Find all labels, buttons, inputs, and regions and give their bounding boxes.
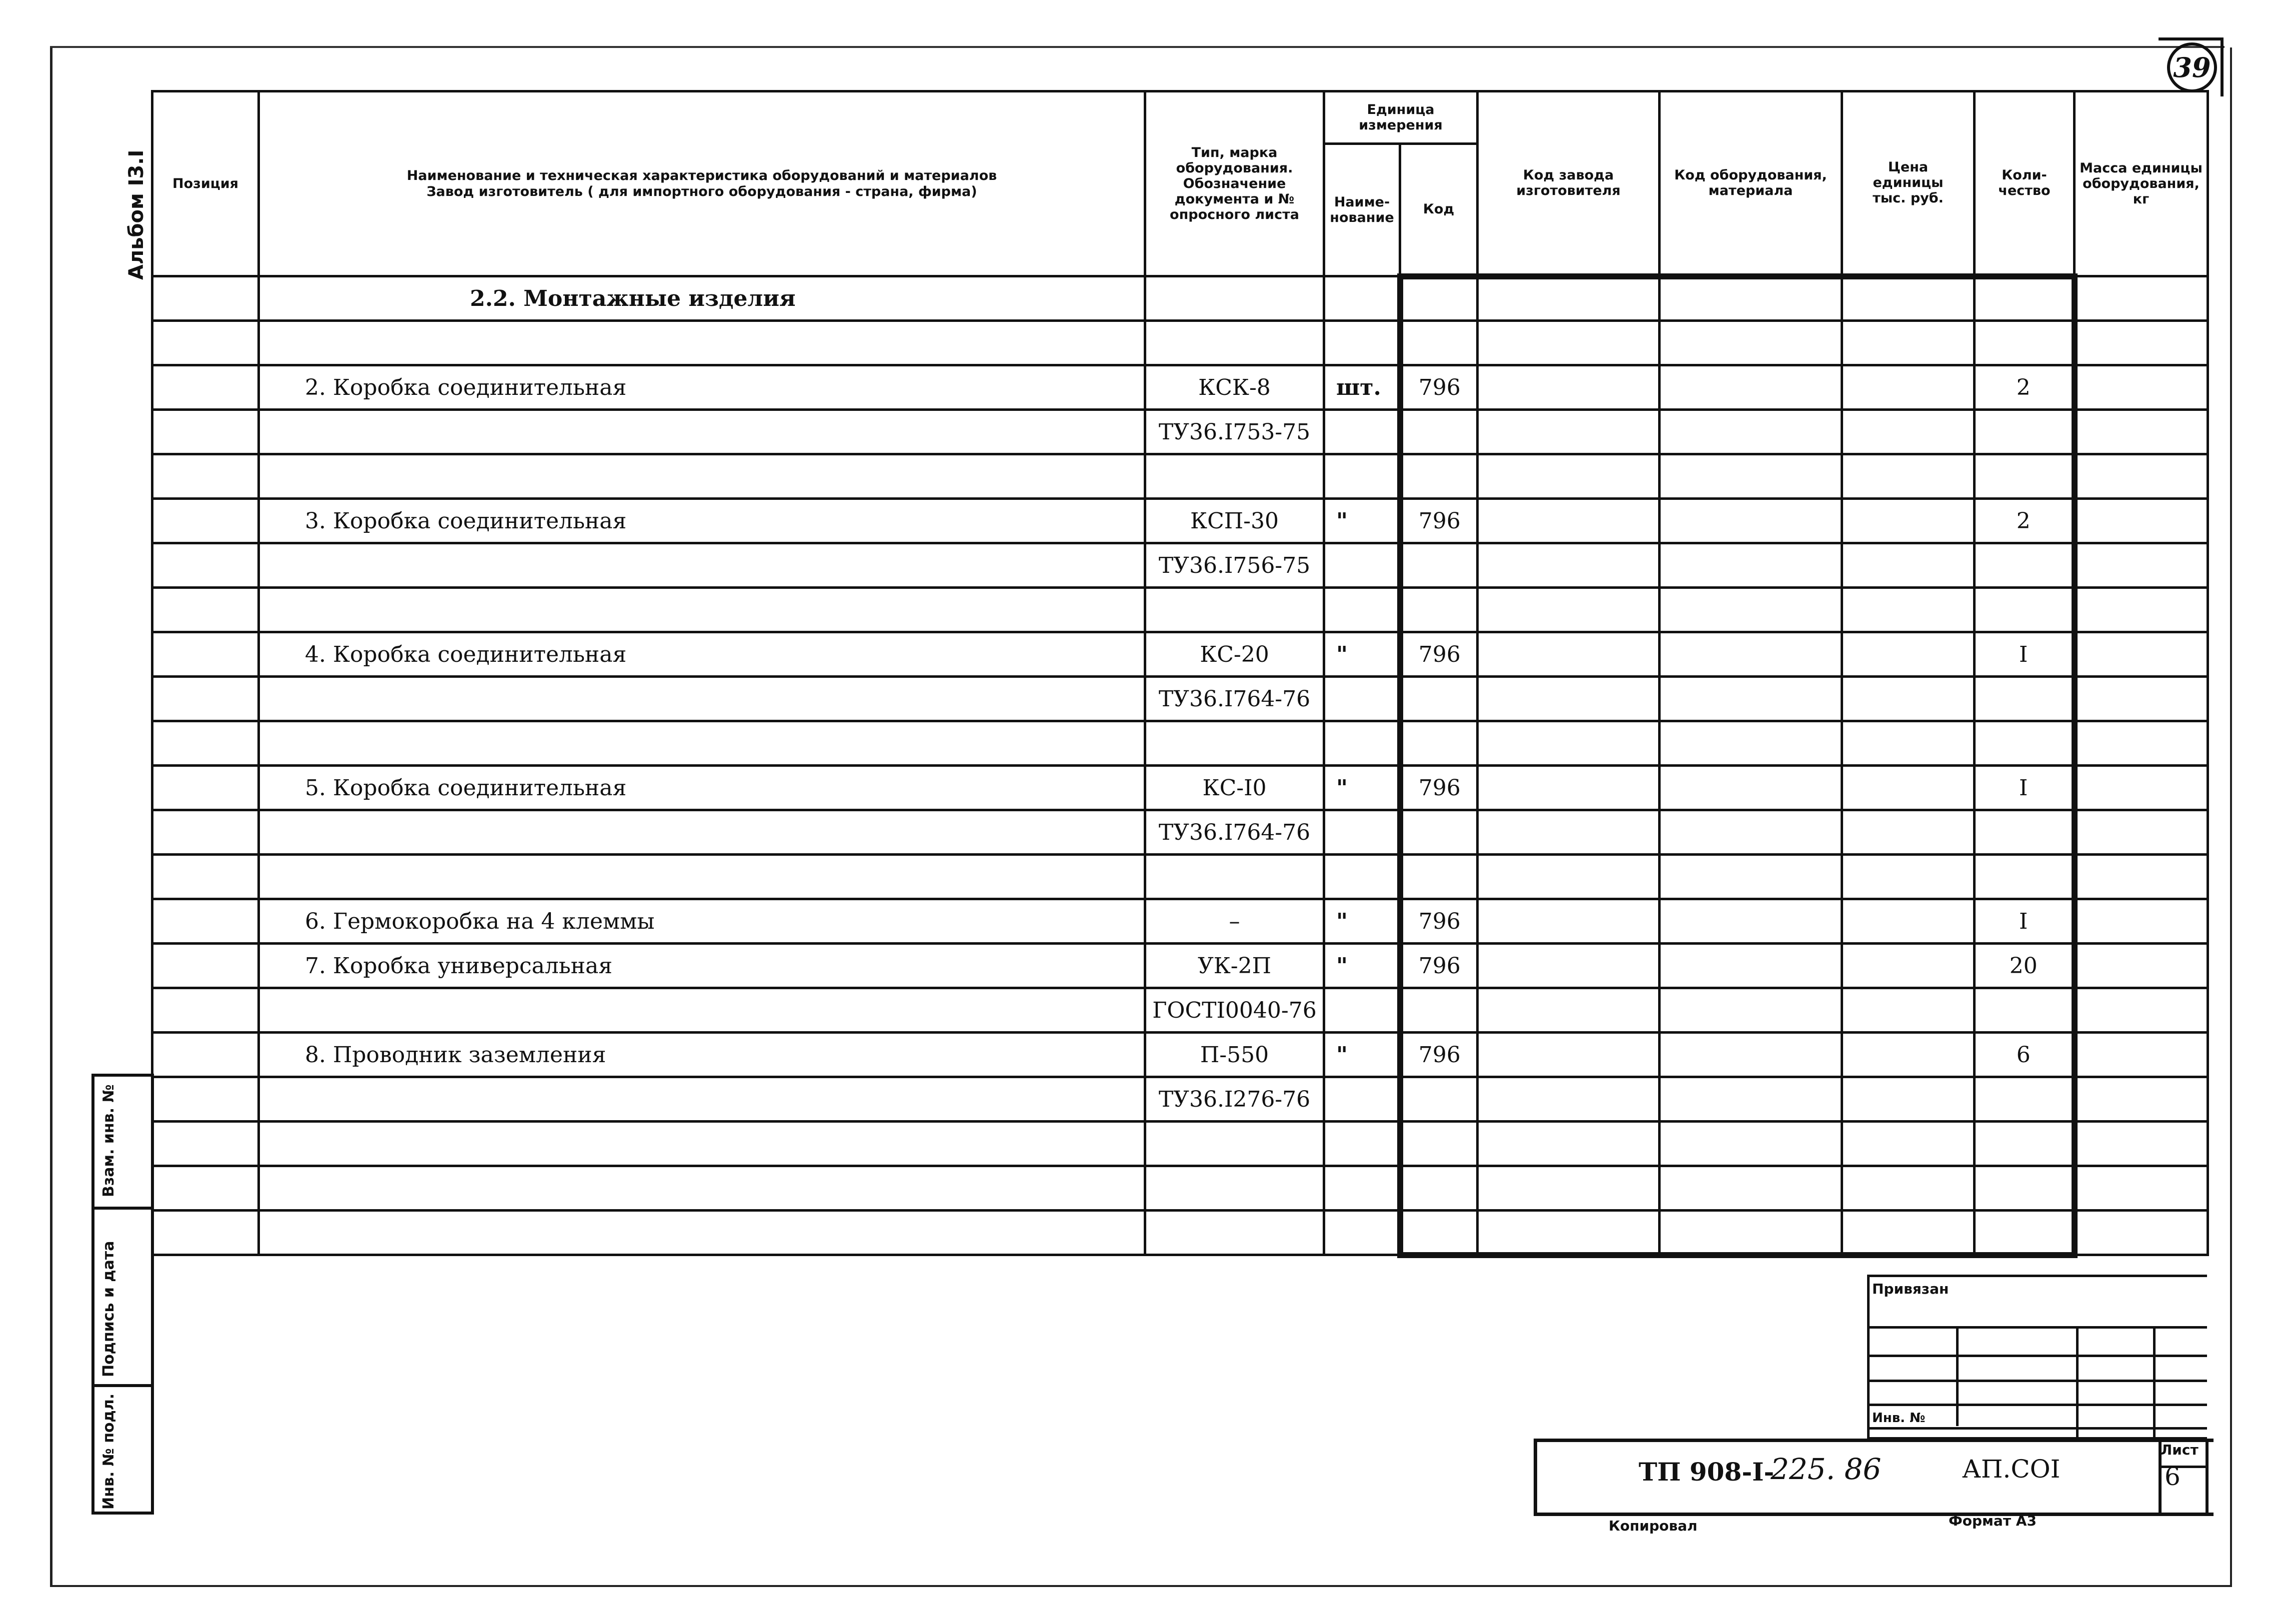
row-mass [2075, 1211, 2208, 1255]
row-price [1842, 365, 1975, 410]
row-unit-name [1324, 810, 1400, 855]
row-position [152, 899, 259, 944]
row-quantity [1975, 321, 2075, 365]
row-unit-name [1324, 543, 1400, 588]
row-mass [2075, 588, 2208, 632]
row-position [152, 410, 259, 454]
row-position [152, 677, 259, 721]
row-quantity: I [1975, 899, 2075, 944]
row-mass [2075, 632, 2208, 677]
row-position [152, 1211, 259, 1255]
row-unit-name [1324, 988, 1400, 1033]
row-name [259, 588, 1145, 632]
row-position [152, 766, 259, 810]
row-equipment-code [1660, 1166, 1842, 1211]
row-quantity: I [1975, 766, 2075, 810]
row-factory-code [1478, 499, 1660, 543]
row-price [1842, 499, 1975, 543]
row-name: 5. Коробка соединительная [259, 766, 1145, 810]
row-unit-name: " [1324, 944, 1400, 988]
row-mass [2075, 1122, 2208, 1166]
row-type: КС-I0 [1145, 766, 1324, 810]
table-row [152, 1077, 2208, 1122]
row-position [152, 944, 259, 988]
row-quantity [1975, 1211, 2075, 1255]
sheet-label: Лист [2161, 1442, 2199, 1458]
row-name: 2. Коробка соединительная [259, 365, 1145, 410]
table-row [152, 1211, 2208, 1255]
header-unit-name: Наиме-нование [1324, 144, 1400, 276]
row-equipment-code [1660, 1033, 1842, 1077]
row-unit-code: 796 [1400, 944, 1478, 988]
row-price [1842, 1033, 1975, 1077]
row-mass [2075, 855, 2208, 899]
table-row [152, 410, 2208, 454]
row-equipment-code [1660, 632, 1842, 677]
row-mass [2075, 677, 2208, 721]
row-name [259, 721, 1145, 766]
header-name: Наименование и техническая характеристика оборудований и материалов Завод изготовитель ( для импортного оборудования - страна, фирма) [259, 91, 1145, 276]
document-code: ТП 908-I- [1639, 1457, 1775, 1487]
row-name: 3. Коробка соединительная [259, 499, 1145, 543]
table-row [152, 1166, 2208, 1211]
row-unit-code [1400, 543, 1478, 588]
row-position [152, 454, 259, 499]
table-row [152, 1122, 2208, 1166]
row-unit-code: 796 [1400, 365, 1478, 410]
row-factory-code [1478, 454, 1660, 499]
row-type [1145, 855, 1324, 899]
row-type: КСК-8 [1145, 365, 1324, 410]
row-mass [2075, 1077, 2208, 1122]
privyazan-label: Привязан [1872, 1281, 1949, 1297]
row-unit-name [1324, 321, 1400, 365]
row-unit-code [1400, 321, 1478, 365]
side-stamp-podpis: Подпись и дата [100, 1241, 117, 1377]
row-position [152, 721, 259, 766]
row-quantity [1975, 721, 2075, 766]
row-unit-code [1400, 454, 1478, 499]
table-row [152, 944, 2208, 988]
row-price [1842, 855, 1975, 899]
row-factory-code [1478, 410, 1660, 454]
row-type: П-550 [1145, 1033, 1324, 1077]
row-unit-code: 796 [1400, 632, 1478, 677]
row-factory-code [1478, 810, 1660, 855]
row-name [259, 543, 1145, 588]
row-unit-code [1400, 1166, 1478, 1211]
sheet-mark: 39 [2167, 42, 2217, 92]
row-quantity [1975, 588, 2075, 632]
row-factory-code [1478, 543, 1660, 588]
header-position: Позиция [152, 91, 259, 276]
row-equipment-code [1660, 721, 1842, 766]
row-unit-code [1400, 1211, 1478, 1255]
row-equipment-code [1660, 365, 1842, 410]
row-mass [2075, 944, 2208, 988]
row-unit-name [1324, 1122, 1400, 1166]
album-label: Альбом I3.I [125, 149, 148, 280]
header-unit-code: Код [1400, 144, 1478, 276]
row-unit-name [1324, 1166, 1400, 1211]
table-row [152, 454, 2208, 499]
row-mass [2075, 321, 2208, 365]
header-price: Цена единицы тыс. руб. [1842, 91, 1975, 276]
row-position [152, 632, 259, 677]
row-unit-name: " [1324, 766, 1400, 810]
header-quantity: Коли-чество [1975, 91, 2075, 276]
row-equipment-code [1660, 677, 1842, 721]
row-equipment-code [1660, 899, 1842, 944]
row-unit-code: 796 [1400, 1033, 1478, 1077]
row-name [259, 321, 1145, 365]
row-factory-code [1478, 988, 1660, 1033]
side-stamp-inv-podl: Инв. № подл. [100, 1393, 117, 1510]
row-name: 7. Коробка универсальная [259, 944, 1145, 988]
row-mass [2075, 899, 2208, 944]
row-position [152, 321, 259, 365]
table-row [152, 766, 2208, 810]
row-mass [2075, 365, 2208, 410]
row-equipment-code [1660, 810, 1842, 855]
row-equipment-code [1660, 410, 1842, 454]
row-unit-code: 796 [1400, 766, 1478, 810]
row-factory-code [1478, 766, 1660, 810]
row-type: – [1145, 899, 1324, 944]
row-position [152, 1166, 259, 1211]
row-unit-name: шт. [1324, 365, 1400, 410]
row-quantity [1975, 1077, 2075, 1122]
row-type: ТУ36.I764-76 [1145, 810, 1324, 855]
row-quantity [1975, 677, 2075, 721]
header-type: Тип, марка оборудования. Обозначение документа и № опросного листа [1145, 91, 1324, 276]
row-type: КСП-30 [1145, 499, 1324, 543]
table-row [152, 543, 2208, 588]
row-price [1842, 1122, 1975, 1166]
row-name [259, 677, 1145, 721]
row-position [152, 988, 259, 1033]
row-equipment-code [1660, 766, 1842, 810]
table-row [152, 899, 2208, 944]
row-price [1842, 1077, 1975, 1122]
document-code-handwritten: 225. 86 [1771, 1452, 1882, 1486]
row-equipment-code [1660, 588, 1842, 632]
row-price [1842, 1211, 1975, 1255]
row-quantity [1975, 454, 2075, 499]
row-unit-name: " [1324, 499, 1400, 543]
sheet-number: 6 [2165, 1462, 2181, 1491]
row-type: КС-20 [1145, 632, 1324, 677]
table-row [152, 632, 2208, 677]
row-unit-name [1324, 721, 1400, 766]
row-position [152, 1122, 259, 1166]
row-type [1145, 321, 1324, 365]
row-unit-code [1400, 721, 1478, 766]
row-factory-code [1478, 721, 1660, 766]
row-unit-name [1324, 1211, 1400, 1255]
row-position [152, 1033, 259, 1077]
row-unit-code [1400, 677, 1478, 721]
table-row [152, 321, 2208, 365]
row-unit-name: " [1324, 632, 1400, 677]
row-position [152, 365, 259, 410]
header-mass: Масса единицы оборудования, кг [2075, 91, 2208, 276]
row-type [1145, 1122, 1324, 1166]
row-unit-name [1324, 677, 1400, 721]
header-equipment-code: Код оборудования, материала [1660, 91, 1842, 276]
row-name [259, 1077, 1145, 1122]
row-factory-code [1478, 1122, 1660, 1166]
table-row [152, 810, 2208, 855]
row-price [1842, 766, 1975, 810]
table-row [152, 855, 2208, 899]
row-price [1842, 988, 1975, 1033]
row-position [152, 499, 259, 543]
row-unit-code [1400, 810, 1478, 855]
row-unit-name [1324, 855, 1400, 899]
row-price [1842, 677, 1975, 721]
row-name: 8. Проводник заземления [259, 1033, 1145, 1077]
row-mass [2075, 454, 2208, 499]
row-mass [2075, 499, 2208, 543]
row-quantity: 2 [1975, 365, 2075, 410]
row-name: 4. Коробка соединительная [259, 632, 1145, 677]
row-price [1842, 321, 1975, 365]
row-unit-code [1400, 410, 1478, 454]
row-position [152, 855, 259, 899]
row-mass [2075, 1033, 2208, 1077]
row-type: ТУ36.I764-76 [1145, 677, 1324, 721]
row-name [259, 410, 1145, 454]
row-factory-code [1478, 899, 1660, 944]
row-position [152, 810, 259, 855]
row-quantity [1975, 410, 2075, 454]
row-unit-name [1324, 454, 1400, 499]
row-name [259, 454, 1145, 499]
copied-label: Копировал [1609, 1518, 1698, 1534]
row-type: ТУ36.I276-76 [1145, 1077, 1324, 1122]
row-type [1145, 1166, 1324, 1211]
row-factory-code [1478, 1033, 1660, 1077]
row-price [1842, 543, 1975, 588]
row-mass [2075, 543, 2208, 588]
row-type: ТУ36.I756-75 [1145, 543, 1324, 588]
row-name [259, 1122, 1145, 1166]
row-equipment-code [1660, 1211, 1842, 1255]
row-quantity [1975, 1122, 2075, 1166]
row-unit-code [1400, 1077, 1478, 1122]
row-name [259, 1166, 1145, 1211]
row-factory-code [1478, 632, 1660, 677]
row-price [1842, 810, 1975, 855]
row-factory-code [1478, 321, 1660, 365]
table-row [152, 988, 2208, 1033]
side-stamp-vzam: Взам. инв. № [100, 1084, 117, 1197]
table-row [152, 365, 2208, 410]
row-type: ГОСТI0040-76 [1145, 988, 1324, 1033]
row-equipment-code [1660, 988, 1842, 1033]
row-unit-code: 796 [1400, 499, 1478, 543]
row-unit-code [1400, 988, 1478, 1033]
row-unit-code [1400, 855, 1478, 899]
row-name [259, 988, 1145, 1033]
row-factory-code [1478, 1211, 1660, 1255]
row-quantity: 6 [1975, 1033, 2075, 1077]
table-row [152, 1033, 2208, 1077]
row-unit-code [1400, 588, 1478, 632]
row-mass [2075, 410, 2208, 454]
row-quantity [1975, 810, 2075, 855]
row-unit-name: " [1324, 1033, 1400, 1077]
header-factory-code: Код завода изготовителя [1478, 91, 1660, 276]
row-mass [2075, 988, 2208, 1033]
document-part: АП.COI [1962, 1455, 2061, 1484]
row-factory-code [1478, 677, 1660, 721]
specification-table [151, 90, 2209, 1258]
row-quantity: 20 [1975, 944, 2075, 988]
table-row [152, 677, 2208, 721]
row-quantity [1975, 1166, 2075, 1211]
row-unit-code [1400, 1122, 1478, 1166]
row-unit-code: 796 [1400, 899, 1478, 944]
row-equipment-code [1660, 499, 1842, 543]
table-row [152, 499, 2208, 543]
row-equipment-code [1660, 944, 1842, 988]
row-factory-code [1478, 365, 1660, 410]
row-price [1842, 899, 1975, 944]
row-equipment-code [1660, 543, 1842, 588]
table-row [152, 588, 2208, 632]
row-price [1842, 1166, 1975, 1211]
row-position [152, 588, 259, 632]
row-type [1145, 588, 1324, 632]
row-position [152, 543, 259, 588]
row-price [1842, 721, 1975, 766]
row-name [259, 855, 1145, 899]
row-equipment-code [1660, 454, 1842, 499]
row-factory-code [1478, 855, 1660, 899]
row-type [1145, 454, 1324, 499]
row-price [1842, 454, 1975, 499]
format-label: Формат А3 [1949, 1513, 2037, 1529]
row-equipment-code [1660, 321, 1842, 365]
row-quantity [1975, 988, 2075, 1033]
row-unit-name [1324, 410, 1400, 454]
inv-no-label: Инв. № [1872, 1411, 1926, 1426]
row-quantity: 2 [1975, 499, 2075, 543]
row-factory-code [1478, 1166, 1660, 1211]
row-factory-code [1478, 588, 1660, 632]
row-quantity [1975, 855, 2075, 899]
table-row [152, 721, 2208, 766]
row-name [259, 1211, 1145, 1255]
row-type [1145, 721, 1324, 766]
header-unit-group: Единица измерения [1324, 91, 1478, 144]
row-unit-name [1324, 1077, 1400, 1122]
row-equipment-code [1660, 855, 1842, 899]
row-position [152, 1077, 259, 1122]
row-price [1842, 410, 1975, 454]
row-quantity [1975, 543, 2075, 588]
row-equipment-code [1660, 1077, 1842, 1122]
row-unit-name: " [1324, 899, 1400, 944]
row-mass [2075, 1166, 2208, 1211]
row-type [1145, 1211, 1324, 1255]
row-name: 6. Гермокоробка на 4 клеммы [259, 899, 1145, 944]
row-unit-name [1324, 588, 1400, 632]
row-quantity: I [1975, 632, 2075, 677]
row-price [1842, 588, 1975, 632]
row-name [259, 810, 1145, 855]
section-title: 2.2. Монтажные изделия [259, 276, 1145, 321]
row-factory-code [1478, 944, 1660, 988]
row-mass [2075, 810, 2208, 855]
row-type: УК-2П [1145, 944, 1324, 988]
row-mass [2075, 766, 2208, 810]
row-price [1842, 632, 1975, 677]
row-equipment-code [1660, 1122, 1842, 1166]
row-mass [2075, 721, 2208, 766]
row-price [1842, 944, 1975, 988]
row-factory-code [1478, 1077, 1660, 1122]
row-type: ТУ36.I753-75 [1145, 410, 1324, 454]
